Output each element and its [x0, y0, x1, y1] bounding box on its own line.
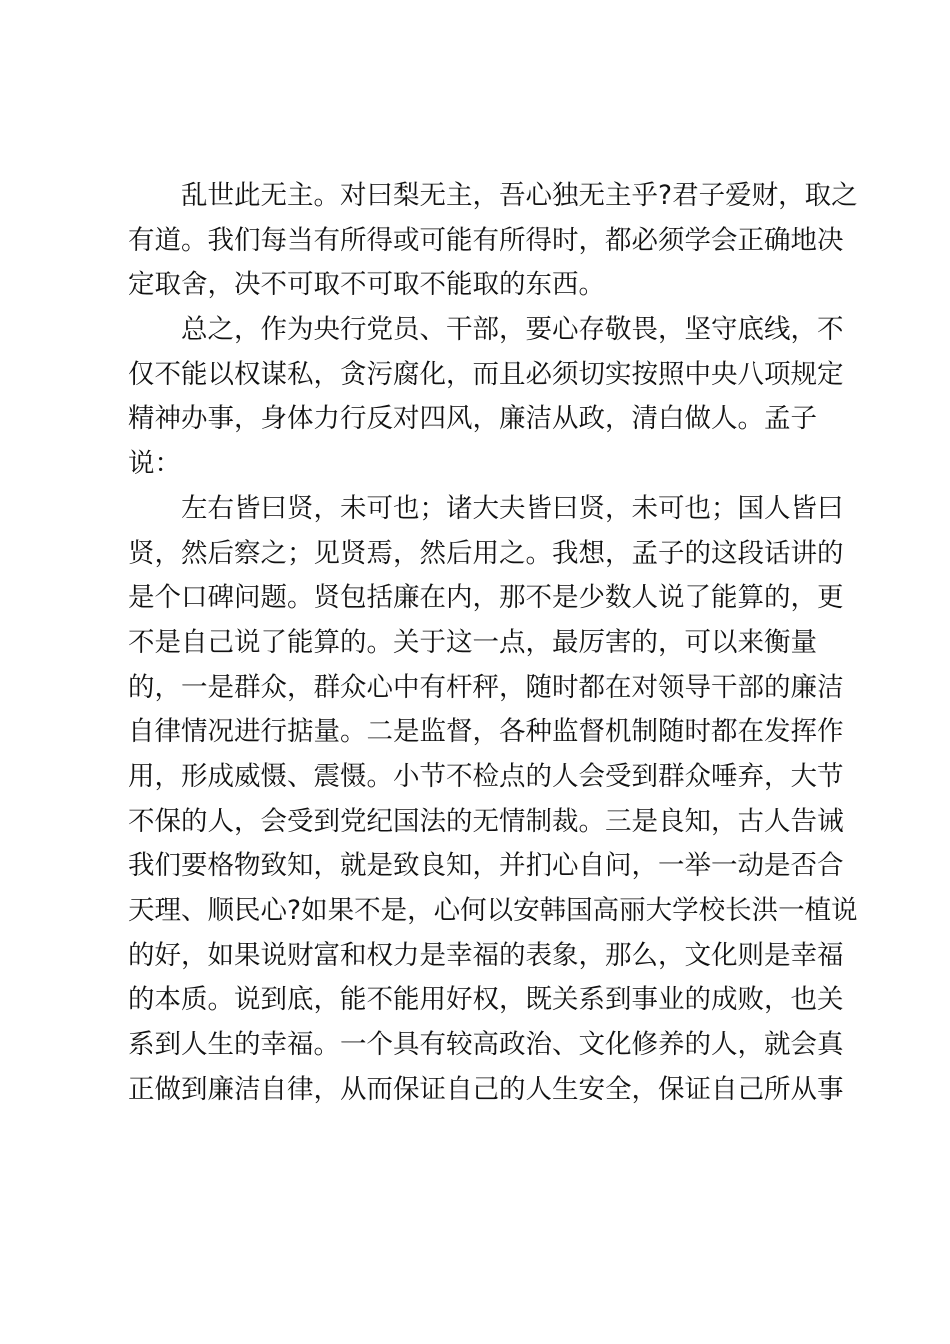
paragraph-1-line-2: 有道。我们每当有所得或可能有所得时，都必须学会正确地决 [128, 224, 844, 256]
paragraph-3-line-4: 不是自己说了能算的。关于这一点，最厉害的，可以来衡量 [128, 626, 817, 658]
paragraph-3-line-10: 天理、顺民心?如果不是，心何以安韩国高丽大学校长洪一植说 [128, 895, 858, 926]
paragraph-2-line-3: 精神办事，身体力行反对四风，廉洁从政，清白做人。孟子 [128, 403, 817, 435]
paragraph-3-line-2: 贤，然后察之；见贤焉，然后用之。我想，孟子的这段话讲的 [128, 537, 844, 569]
paragraph-3-line-3: 是个口碑问题。贤包括廉在内，那不是少数人说了能算的，更 [128, 582, 844, 614]
paragraph-3-line-5: 的，一是群众，群众心中有杆秤，随时都在对领导干部的廉洁 [128, 671, 844, 703]
paragraph-3-line-6: 自律情况进行掂量。二是监督，各种监督机制随时都在发挥作 [128, 716, 844, 748]
paragraph-3-line-11: 的好，如果说财富和权力是幸福的表象，那么，文化则是幸福 [128, 939, 844, 971]
paragraph-2-line-4: 说： [128, 448, 181, 480]
body-text [128, 174, 858, 1112]
paragraph-3-line-14: 正做到廉洁自律，从而保证自己的人生安全，保证自己所从事 [128, 1073, 844, 1105]
paragraph-2-line-2: 仅不能以权谋私，贪污腐化，而且必须切实按照中央八项规定 [128, 358, 844, 390]
paragraph-3-line-12: 的本质。说到底，能不能用好权，既关系到事业的成败，也关 [128, 984, 844, 1016]
paragraph-3-line-13: 系到人生的幸福。一个具有较高政治、文化修养的人，就会真 [128, 1029, 844, 1061]
paragraph-3-line-1: 左右皆曰贤，未可也；诸大夫皆曰贤，未可也；国人皆曰 [181, 492, 844, 524]
paragraph-2-line-1: 总之，作为央行党员、干部，要心存敬畏，坚守底线，不 [181, 314, 844, 346]
paragraph-3-line-8: 不保的人，会受到党纪国法的无情制裁。三是良知，古人告诫 [128, 805, 844, 837]
paragraph-3-line-7: 用，形成威慑、震慑。小节不检点的人会受到群众唾弃，大节 [128, 760, 844, 792]
paragraph-1-line-3: 定取舍，决不可取不可取不能取的东西。 [128, 269, 605, 301]
paragraph-3-line-9: 我们要格物致知，就是致良知，并扪心自问，一举一动是否合 [128, 850, 844, 882]
paragraph-1-line-1: 乱世此无主。对曰梨无主，吾心独无主乎?君子爱财，取之 [181, 180, 858, 211]
